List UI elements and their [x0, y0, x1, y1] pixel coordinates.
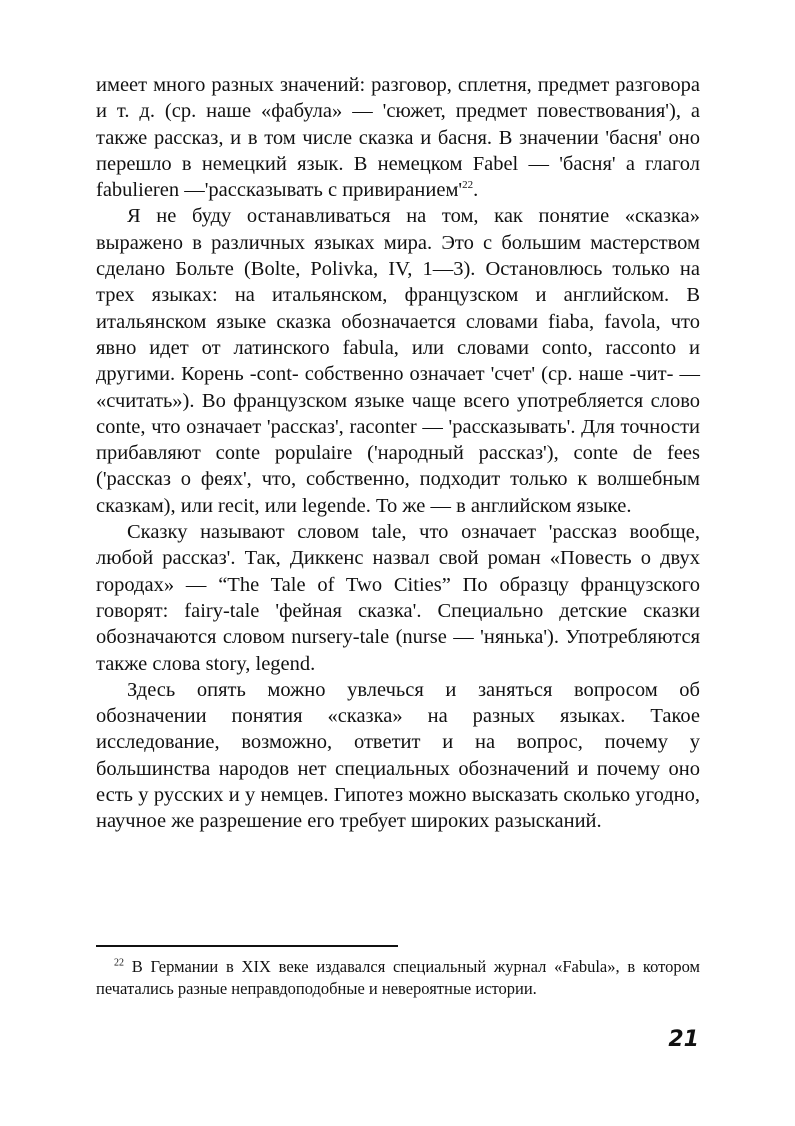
paragraph-2: Я не буду останавливаться на том, как понятие «сказка» выражено в различных языках мира. Это с большим мастерством сделано Больте (Bolte, Polivka, IV, 1—3). Остановлюсь только на трех языках: на итальянском, французском и английском. В итальянском языке сказка обозначается словами fiaba, favola, что явно идет от латинского fabula, или словами conto, racconto и другими. Корень -cont- собственно означает 'счет' (ср. наше -чит- — «считать»). Во французском языке чаще всего употребляется слово conte, что означает 'рассказ', raconter — 'рассказывать'. Для точности прибавляют conte populaire ('народный рассказ'), conte de fees ('рассказ о феях', что, собственно, подходит только к волшебным сказкам), или recit, или legende. То же — в английском языке. [96, 205, 700, 517]
page-body [96, 72, 700, 835]
footnote [96, 956, 700, 999]
paragraph-1 [96, 72, 700, 203]
footnote-number: 22 [114, 957, 124, 969]
page-number: 21 [668, 1027, 699, 1052]
footnote-divider [96, 945, 398, 947]
footnote-reference: 22 [462, 179, 474, 192]
paragraph-1-end: . [473, 179, 479, 202]
paragraph-3: Сказку называют словом tale, что означает 'рассказ вообще, любой рассказ'. Так, Диккенс назвал свой роман «Повесть о двух городах» — “The Tale of Two Cities” По образцу французского говорят: fairy-tale 'фейная сказка'. Специально детские сказки обозначаются словом nursery-tale (nurse — 'нянька'). Употребляются также слова story, legend. [96, 521, 700, 675]
paragraph-1-text: имеет много разных значений: разговор, сплетня, предмет разговора и т. д. (ср. наше «фабула» — 'сюжет, предмет повествования'), а также рассказ, и в том числе сказка и басня. В значении 'басня' оно перешло в немецкий язык. В немецком Fabel — 'басня' а глагол fabulieren —'рассказывать с привиранием' [96, 74, 700, 202]
paragraph-4: Здесь опять можно увлечься и заняться вопросом об обозначении понятия «сказка» на разных языках. Такое исследование, возможно, ответит и на вопрос, почему у большинства народов нет специальных обозначений и почему оно есть у русских и у немцев. Гипотез можно высказать сколько угодно, научное же разрешение его требует широких разысканий. [96, 678, 700, 833]
footnote-text: В Германии в XIX веке издавался специальный журнал «Fabula», в котором печатались разные неправдоподобные и невероятные истории. [96, 957, 700, 998]
